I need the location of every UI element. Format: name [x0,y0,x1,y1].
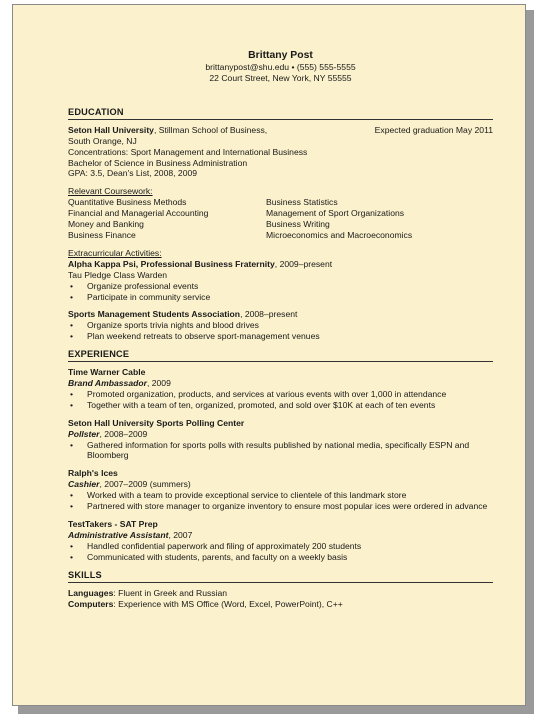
school-row [68,125,493,136]
bullet-text: Participate in community service [87,291,211,302]
bullet-text: Communicated with students, parents, and faculty on a weekly basis [87,551,348,562]
bullet-text: Handled confidential paperwork and filing of approximately 200 students [87,540,362,551]
activity-item [68,259,493,303]
bullet-dot-icon: • [70,439,74,450]
job-dates: , 2009 [146,378,171,389]
resume-content [68,50,493,615]
coursework-col-left [68,197,266,241]
bullet-dot-icon: • [70,388,74,399]
job-bullets [68,490,493,512]
education-section [68,107,493,342]
activity-dates: , 2009–present [274,258,333,269]
extracurricular-block [68,248,493,342]
school-block [68,125,493,180]
activity-org: Alpha Kappa Psi, Professional Business Fraternity [68,258,275,269]
school-location: South Orange, NJ [68,135,137,146]
job-dates: , 2007–2009 (summers) [99,479,191,490]
bullet-dot-icon: • [70,320,74,331]
coursework-label: Relevant Coursework: [68,186,153,197]
job-employer: Ralph's Ices [68,468,118,479]
bullet-text: Together with a team of ten, organized, promoted, and sold over $10K at each of ten events [87,399,436,410]
skills-section [68,570,493,610]
skill-computers [68,599,493,610]
job-employer: Seton Hall University Sports Polling Center [68,417,245,428]
activity-dates: , 2008–present [240,309,298,320]
job-role-line [68,479,493,490]
job-role-line [68,378,493,389]
bullet-dot-icon: • [70,501,74,512]
bullet-text: Gathered information for sports polls with results published by national media, specifically ESPN and Bloomberg [87,439,470,461]
resume-page [12,4,526,706]
course-item: Financial and Managerial Accounting [68,208,209,219]
bullet-item [68,292,493,303]
job-dates: , 2008–2009 [99,428,148,439]
contact-line: brittanypost@shu.edu • (555) 555-5555 [205,62,356,72]
address-line: 22 Court Street, New York, NY 55555 [209,72,352,83]
bullet-item [68,501,493,512]
section-title-skills: SKILLS [68,570,493,583]
bullet-dot-icon: • [70,280,74,291]
bullet-dot-icon: • [70,331,74,342]
bullet-item [68,320,493,331]
course-item: Microeconomics and Macroeconomics [266,229,413,240]
bullet-item [68,389,493,400]
job-bullets [68,440,493,462]
skill-label: Computers [68,598,114,609]
skill-label: Languages [68,587,114,598]
course-item: Business Statistics [266,197,338,208]
coursework-columns [68,197,493,241]
job-role-line [68,530,493,541]
activity-role: Tau Pledge Class Warden [68,269,168,280]
course-item: Business Finance [68,229,136,240]
concentrations: Concentrations: Sport Management and International Business [68,146,308,157]
skill-value: : Fluent in Greek and Russian [113,587,228,598]
job-entry [68,367,493,411]
bullet-dot-icon: • [70,551,74,562]
job-role: Administrative Assistant [68,529,169,540]
section-title-education: EDUCATION [68,107,493,120]
bullet-item [68,331,493,342]
skill-languages [68,588,493,599]
resume-header [68,50,493,84]
skill-value: : Experience with MS Office (Word, Excel, PowerPoint), C++ [113,598,343,609]
bullet-item [68,490,493,501]
gpa: GPA: 3.5, Dean's List, 2008, 2009 [68,168,198,179]
activity-heading [68,309,493,320]
section-title-experience: EXPERIENCE [68,349,493,362]
job-bullets [68,541,493,563]
degree: Bachelor of Science in Business Administration [68,157,248,168]
activity-heading [68,259,493,270]
applicant-name: Brittany Post [248,50,313,61]
bullet-item [68,541,493,552]
activity-org: Sports Management Students Association [68,309,241,320]
coursework-block [68,186,493,241]
job-role-line [68,429,493,440]
bullet-item [68,552,493,563]
job-entry [68,468,493,512]
bullet-text: Organize sports trivia nights and blood drives [87,320,259,331]
bullet-text: Promoted organization, products, and services at various events with over 1,000 in attendance [87,388,447,399]
job-role: Pollster [68,428,100,439]
coursework-col-right [266,197,464,241]
job-role: Cashier [68,479,100,490]
bullet-dot-icon: • [70,490,74,501]
bullet-text: Partnered with store manager to organize inventory to ensure most popular ices were ordered in advance [87,501,488,512]
job-entry [68,418,493,462]
school-line [68,125,267,136]
job-entry [68,519,493,563]
experience-section [68,349,493,563]
activity-bullets [68,281,493,303]
graduation-date: Expected graduation May 2011 [374,124,493,135]
bullet-text: Organize professional events [87,280,199,291]
bullet-dot-icon: • [70,399,74,410]
bullet-text: Plan weekend retreats to observe sport-management venues [87,331,320,342]
activity-bullets [68,320,493,342]
course-item: Business Writing [266,219,330,230]
bullet-item [68,400,493,411]
bullet-text: Worked with a team to provide exceptional service to clientele of this landmark store [87,490,407,501]
bullet-item [68,440,493,462]
school-detail: , Stillman School of Business, [153,124,268,135]
job-bullets [68,389,493,411]
job-dates: , 2007 [168,529,193,540]
school-name: Seton Hall University [68,124,154,135]
course-item: Quantitative Business Methods [68,197,187,208]
bullet-dot-icon: • [70,540,74,551]
activity-item [68,309,493,342]
job-employer: TestTakers - SAT Prep [68,519,158,529]
course-item: Management of Sport Organizations [266,208,405,219]
bullet-dot-icon: • [70,291,74,302]
job-employer: Time Warner Cable [68,367,146,378]
extracurricular-label: Extracurricular Activities: [68,247,162,258]
bullet-item [68,281,493,292]
course-item: Money and Banking [68,219,144,230]
job-role: Brand Ambassador [68,378,147,389]
